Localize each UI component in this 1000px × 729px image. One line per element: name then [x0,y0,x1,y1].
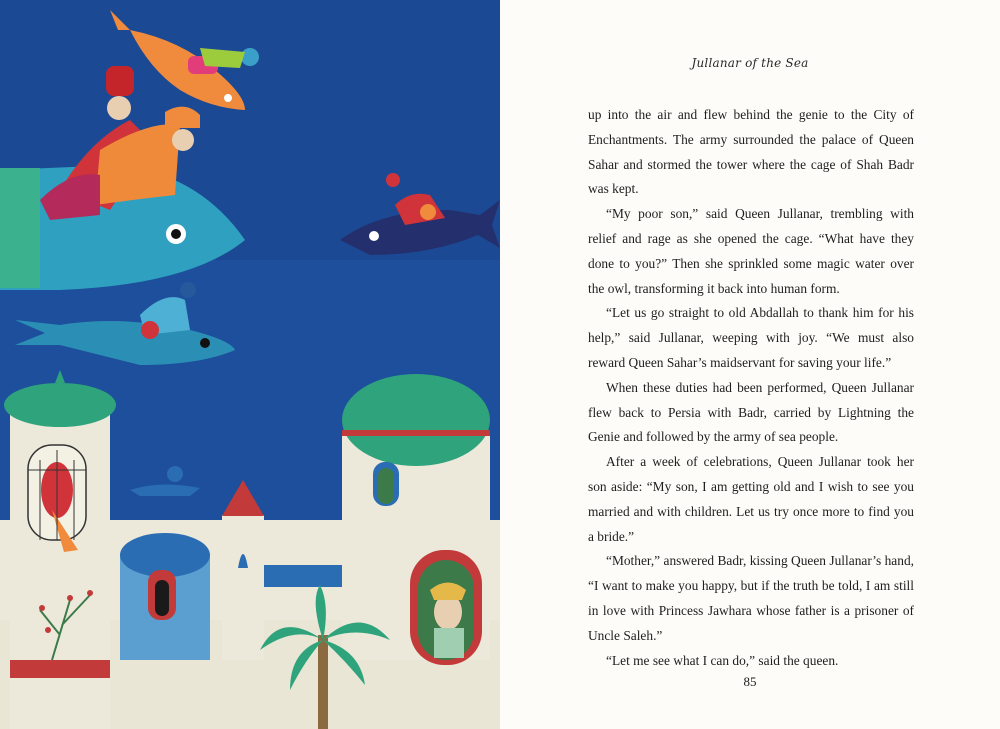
paragraph: “My poor son,” said Queen Jullanar, trembling with relief and rage as she opened the cage. “What have they done to you?” Then she sprinkled some magic water over the owl, transforming it back into human form. [588,206,914,296]
paragraph: “Let us go straight to old Abdallah to thank him for his help,” said Jullanar, weeping with joy. “We must also reward Queen Sahar’s maidservant for saving your life.” [588,305,914,370]
page-number: 85 [743,674,757,689]
paragraph: “Mother,” answered Badr, kissing Queen Jullanar’s hand, “I want to make you happy, but if the truth be told, I am still in love with Princess Jawhara whose father is a prisoner of Uncle Saleh.” [588,553,914,643]
running-head: Jullanar of the Sea [691,56,809,70]
text-page [500,0,1000,729]
paragraph: up into the air and flew behind the genie to the City of Enchantments. The army surrounded the palace of Queen Sahar and stormed the tower where the cage of Shah Badr was kept. [588,107,914,197]
paragraph: After a week of celebrations, Queen Jullanar took her son aside: “My son, I am getting old and I wish to see you married and with children. Let us try once more to find you a bride.” [588,454,914,544]
paragraph: “Let me see what I can do,” said the queen. [606,652,839,668]
paragraph: When these duties had been performed, Queen Jullanar flew back to Persia with Badr, carried by Lightning the Genie and followed by the army of sea people. [588,379,914,445]
body-text [588,103,914,673]
